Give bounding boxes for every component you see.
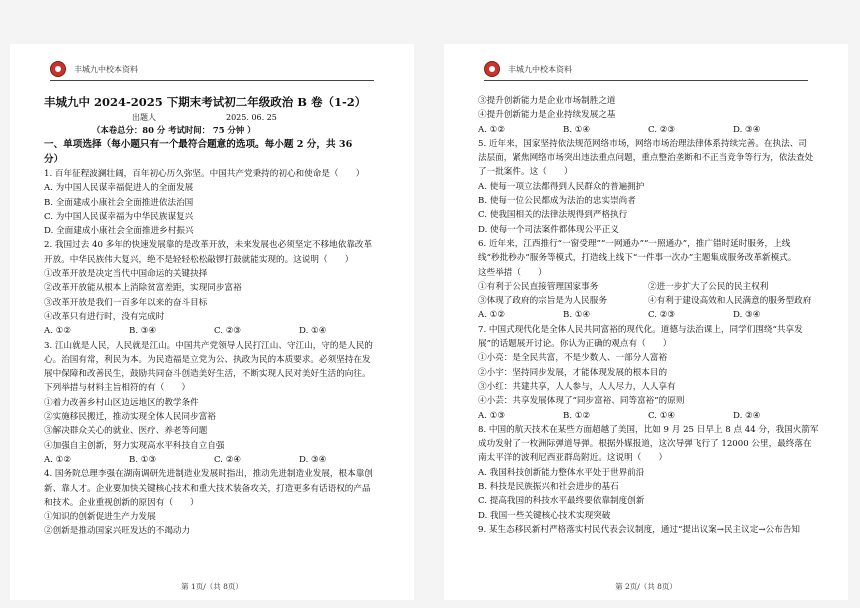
choice-row [478, 409, 818, 423]
statement: ③提升创新能力是企业市场制胜之道 [478, 96, 616, 106]
statement: ②进一步扩大了公民的民主权利 [648, 281, 769, 292]
statement: ④提升创新能力是企业持续发展之基 [478, 110, 616, 121]
choice: C. ①④ [648, 410, 676, 421]
choice: B. ①③ [129, 454, 157, 465]
statement: ①小亮：是全民共富，不是少数人、一部分人富裕 [478, 353, 668, 364]
choice: C. ②④ [214, 454, 242, 465]
statement: ④有利于建设高效和人民满意的服务型政府 [648, 296, 812, 307]
page-header [484, 60, 808, 81]
choice: C. ②③ [648, 310, 676, 321]
question-stem: 了一批案件。这（ ） [478, 167, 573, 178]
section-heading-cont: 分） [44, 154, 64, 165]
statement: ②改革开放能从根本上消除贫富差距，实现同步富裕 [44, 283, 242, 294]
choice: D. ③④ [733, 124, 761, 135]
question-stem: 7. 中国式现代化是全体人民共同富裕的现代化。道德与法治课上，同学们围绕“共享发 [478, 324, 803, 335]
statement: ④小芸：共享发展体现了“同步富裕、同等富裕”的原则 [478, 396, 685, 407]
option: A. 我国科技创新能力整体水平处于世界前沿 [478, 467, 645, 478]
statement: ④改革只有进行时，没有完成时 [44, 311, 165, 322]
option: A. 为中国人民谋幸福促进人的全面发展 [44, 183, 194, 194]
question-stem: 新、靠人才。企业要加快关键核心技术和重大技术装备攻关，打造更多有话语权的产品 [44, 483, 371, 494]
choice: A. ①② [44, 326, 72, 337]
choice: A. ①② [478, 310, 506, 321]
question-stem: 展”的话题展开讨论。你认为正确的观点有（ ） [478, 339, 672, 350]
option: B. 全面建成小康社会全面推进依法治国 [44, 197, 194, 208]
page-header [50, 60, 374, 81]
exam-title: 丰城九中 2024-2025 下期末考试初二年级政治 B 卷（1-2） [44, 95, 367, 109]
choice: D. ①④ [299, 326, 327, 337]
option: D. 全面建成小康社会全面推进乡村振兴 [44, 226, 194, 237]
question-stem: 5. 近年来，国家坚持依法规范网络市场，网络市场治理法律体系持续完善。在执法、司 [478, 138, 807, 149]
question-stem: 南太平洋的波利尼西亚群岛附近。这说明（ ） [478, 453, 668, 464]
statement: ②小宇：坚持同步发展，才能体现发展的根本目的 [478, 367, 668, 378]
question-stem: 9. 某生态移民新村严格落实村民代表会议制度，通过“提出议案→民主议定→公布告知 [478, 524, 800, 535]
question-stem: 心。治国有常，利民为本。为民造福是立党为公、执政为民的本质要求。必须坚持在发 [44, 354, 371, 365]
page-footer: 第 1页/（共 8页） [181, 582, 243, 591]
statement: ④加强自主创新，努力实现高水平科技自立自强 [44, 440, 225, 451]
school-logo-icon [50, 61, 66, 77]
choice: B. ③④ [129, 326, 157, 337]
question-stem: 1. 百年征程波澜壮阔，百年初心历久弥坚。中国共产党秉持的初心和使命是（ ） [44, 169, 365, 179]
exam-date: 2025. 06. 25 [226, 113, 277, 122]
school-logo-icon [484, 61, 500, 77]
statement: ②实施移民搬迁，推动实现全体人民同步富裕 [44, 412, 216, 423]
choice: C. ②③ [648, 124, 676, 135]
statement: ③小红：共建共享，人人参与，人人尽力，人人享有 [478, 381, 676, 392]
question-stem: 展中保障和改善民生，鼓励共同奋斗创造美好生活，不断实现人民对美好生活的向往。 [44, 369, 371, 380]
statement: ①着力改善乡村山区边远地区的教学条件 [44, 397, 199, 408]
statement: ①有利于公民直接管理国家事务 [478, 281, 599, 292]
statement-row [478, 294, 818, 308]
question-stem: 和技术。企业重视创新的原因有（ ） [44, 497, 199, 508]
option: C. 为中国人民谋幸福为中华民族谋复兴 [44, 211, 194, 222]
question-stem: 8. 中国的航天技术在某些方面超越了美国，比如 9 月 25 日早上 8 点 44 分，我国火箭军 [478, 424, 819, 435]
statement: ③体现了政府的宗旨是为人民服务 [478, 296, 607, 307]
question-stem: 下列举措与材料主旨相符的有（ ） [44, 383, 191, 394]
page-right [444, 44, 848, 600]
question-stem: 这些举措（ ） [478, 267, 547, 278]
statement: ③解决群众关心的就业、医疗、养老等问题 [44, 426, 208, 437]
choice: A. ①③ [478, 410, 506, 421]
statement: ①改革开放是决定当代中国命运的关键抉择 [44, 269, 208, 280]
option: B. 科技是民族振兴和社会进步的基石 [478, 482, 619, 493]
option: C. 提高我国的科技水平最终要依靠制度创新 [478, 496, 645, 507]
page-footer: 第 2页/（共 8页） [615, 582, 677, 591]
choice: D. ③④ [733, 310, 761, 321]
choice-row [478, 123, 818, 137]
page-content [44, 94, 384, 539]
section-heading: 一、单项选择（每小题只有一个最符合题意的选项。每小题 2 分，共 36 [44, 139, 353, 150]
statement-row [478, 280, 818, 294]
question-stem: 4. 国务院总理李强在湖南调研先进制造业发展时指出，推动先进制造业发展，根本靠创 [44, 469, 373, 480]
choice-row [44, 453, 384, 467]
question-stem: 线“秒批秒办”服务等模式，打造线上线下“一件事一次办”主题集成服务改革新模式。 [478, 253, 797, 264]
statement: ②创新是推动国家兴旺发达的不竭动力 [44, 526, 191, 537]
option: B. 使每一位公民都成为法治的忠实崇尚者 [478, 196, 636, 207]
choice-row [44, 324, 384, 338]
choice: B. ①② [563, 410, 591, 421]
question-stem: 2. 我国过去 40 多年的快速发展靠的是改革开放，未来发展也必须坚定不移地依靠改革 [44, 240, 373, 251]
choice: A. ①② [478, 124, 506, 135]
choice: D. ②④ [733, 410, 761, 421]
question-stem: 法层面，紧焦网络市场突出违法重点问题，重点整治垄断和不正当竞争等行为，依法查处 [478, 153, 814, 164]
page-content [478, 94, 818, 537]
choice-row [478, 308, 818, 322]
school-name: 丰城九中校本资料 [508, 65, 572, 74]
question-stem: 3. 江山就是人民，人民就是江山。中国共产党领导人民打江山、守江山，守的是人民的 [44, 340, 373, 351]
option: D. 使每一个司法案件都体现公平正义 [478, 224, 619, 235]
option: C. 使我国相关的法律法规得到严格执行 [478, 210, 628, 221]
choice: B. ①④ [563, 310, 591, 321]
question-stem: 成功发射了一枚洲际弹道导弹。根据外媒报道，这次导弹飞行了 12000 公里，最终落在 [478, 439, 812, 450]
choice: A. ①② [44, 454, 72, 465]
exam-meta [44, 111, 384, 124]
statement: ①知识的创新促进生产力发展 [44, 512, 156, 523]
choice: C. ②③ [214, 326, 242, 337]
question-stem: 开放。中华民族伟大复兴，绝不是轻轻松松敲锣打鼓就能实现的。这说明（ ） [44, 254, 354, 265]
option: A. 使每一项立法都得到人民群众的普遍拥护 [478, 181, 645, 192]
author: 出题人 [132, 113, 156, 122]
page-left [10, 44, 414, 600]
school-name: 丰城九中校本资料 [74, 65, 138, 74]
choice: B. ①④ [563, 124, 591, 135]
exam-info: （本卷总分：80 分 考试时间： 75 分钟 ） [92, 125, 256, 135]
statement: ③改革开放是我们一百多年以来的奋斗目标 [44, 297, 208, 308]
choice: D. ③④ [299, 454, 327, 465]
option: D. 我国一些关键核心技术实现突破 [478, 510, 611, 521]
question-stem: 6. 近年来，江西推行“一窗受理”“一网通办”“一照通办”，推广错时延时服务，上线 [478, 238, 791, 249]
